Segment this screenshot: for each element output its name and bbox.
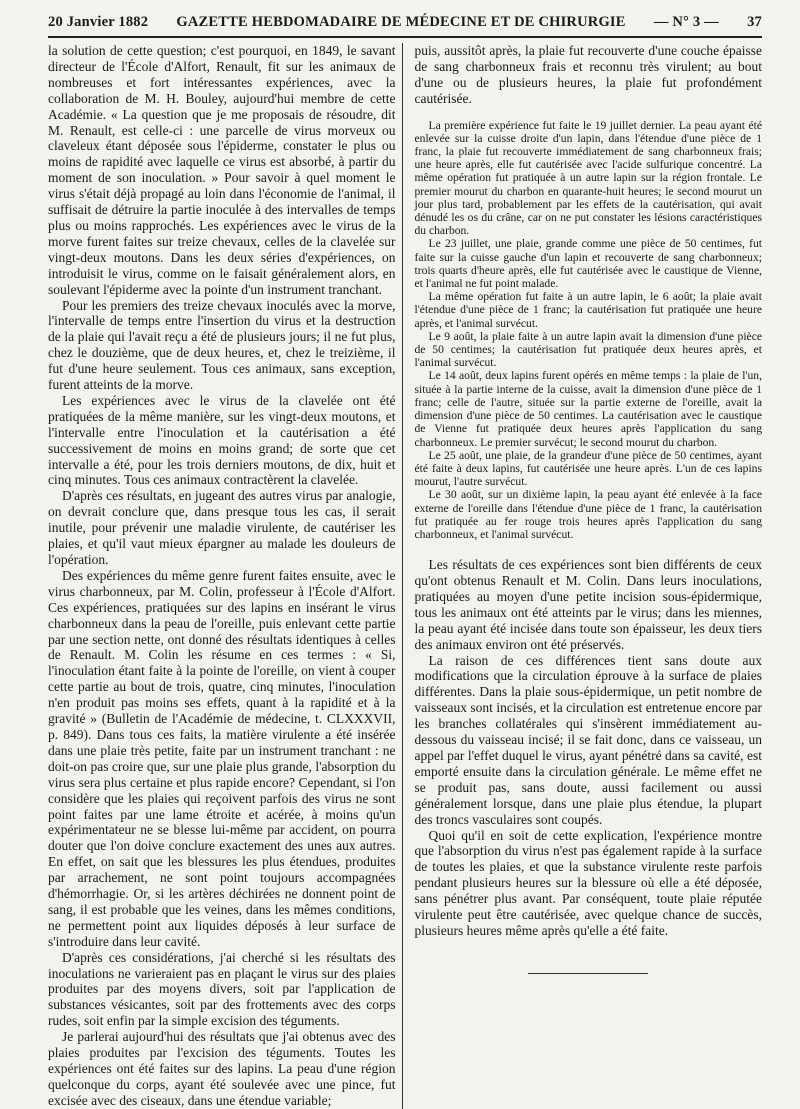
paragraph: La raison de ces différences tient sans doute aux modifications que la circulation éprouve à la surface de plaies différentes. Dans la plaie sous-épidermique, un petit nombre de vaisseaux sont incisés, et la circulation est entretenue encore par les branches collatérales qui s'insèrent immédiatement au-dessous du vaisseau incisé; il se fait donc, dans ce vaisseau, un appel par l'effet duquel le virus, ayant pénétré dans sa cavité, est emporté ensuite dans la circulation générale. Le même effet ne se produit pas, sans doute, aussi facilement ou aussi généralement lorsque, dans une plaie plus étendue, la plupart des troncs vasculaires sont coupés. bbox=[414, 652, 762, 827]
header-rule bbox=[48, 36, 762, 38]
paragraph: la solution de cette question; c'est pourquoi, en 1849, le savant directeur de l'École d'Alfort, Renault, fit sur les animaux de nombreuses et fort intéressantes expériences, avec la collaboration de M. H. Bouley, aujourd'hui membre de cette Académie. « La question que je me proposais de résoudre, dit M. Renault, est celle-ci : une parcelle de virus morveux ou claveleux étant déposée sous l'épiderme, constater le plus ou moins de rapidité avec laquelle ce virus est absorbé, à partir du moment de son inoculation. » Pour savoir à quel moment le virus s'était déjà propagé au loin dans l'économie de l'animal, il suffisait de détruire la partie inoculée à des intervalles de temps plus ou moins rapprochés. Les expériences avec le virus de la morve furent faites sur treize chevaux, celles de la clavelée sur vingt-deux moutons. Dans les deux séries d'expériences, on introduisit le virus, comme on le faisait généralement alors, en soulevant l'épiderme avec la pointe d'un instrument tranchant. bbox=[48, 43, 396, 297]
paragraph: D'après ces résultats, en jugeant des autres virus par analogie, on devrait conclure que, dans presque tous les cas, il serait inutile, pour prévenir une maladie virulente, de cautériser les plaies, et qu'il vaut mieux épargner au malade les douleurs de l'opération. bbox=[48, 488, 396, 567]
page-number: 37 bbox=[747, 14, 762, 30]
experiment-entry: Le 25 août, une plaie, de la grandeur d'une pièce de 50 centimes, ayant été faite à deux lapins, fut cautérisée une heure après. L'un de ces lapins mourut, l'autre survécut. bbox=[414, 448, 762, 489]
experiment-entry: Le 23 juillet, une plaie, grande comme une pièce de 50 centimes, fut faite sur la cuisse gauche d'un lapin et recouverte de sang charbonneux; trois quarts d'heure après, elle fut cautérisée avec le caustique de Vienne, et l'animal ne fut point malade. bbox=[414, 237, 762, 291]
journal-title: GAZETTE HEBDOMADAIRE DE MÉDECINE ET DE CHIRURGIE bbox=[176, 14, 626, 30]
experiment-entry: Le 14 août, deux lapins furent opérés en même temps : la plaie de l'un, située à la partie interne de la cuisse, avait la dimension d'une pièce de 1 franc; celle de l'autre, située sur la partie externe de l'oreille, avait la dimension d'une pièce de 50 centimes. La cautérisation avec le caustique de Vienne fut pratiquée deux heures après l'application du sang charbonneux. Le premier survécut; le second mourut du charbon. bbox=[414, 369, 762, 449]
experiment-entry: La même opération fut faite à un autre lapin, le 6 août; la plaie avait l'étendue d'une pièce de 1 franc; la cautérisation fut pratiquée une heure après, et l'animal survécut. bbox=[414, 290, 762, 330]
paragraph: Pour les premiers des treize chevaux inoculés avec la morve, l'intervalle de temps entre l'insertion du virus et la destruction de la plaie qui l'avait reçu a été de plusieurs jours; il ne fut plus, chez le douzième, que de deux heures, et, chez le treizième, il fut d'une heure seulement. Tous ces animaux, sans exception, furent atteints de la morve. bbox=[48, 297, 396, 393]
running-header bbox=[48, 10, 762, 34]
right-column bbox=[415, 43, 763, 1109]
paragraph: Les expériences avec le virus de la clavelée ont été pratiquées de la même manière, sur les vingt-deux moutons, et l'intervalle entre l'inoculation et la cautérisation a été successivement de moins en moins grand; de sorte que cet intervalle a été, pour les trois derniers moutons, de dix, huit et cinq minutes. Tous ces animaux contractèrent la clavelée. bbox=[48, 392, 396, 488]
section-end-rule bbox=[528, 973, 648, 974]
paragraph: Des expériences du même genre furent faites ensuite, avec le virus charbonneux, par M. Colin, professeur à l'École d'Alfort. Ces expériences, pratiquées sur des lapins en insérant le virus charbonneux dans la peau de l'oreille, puis enlevant cette partie par une section nette, ont donné des résultats identiques à celles de Renault. M. Colin les résume en ces termes : « Si, l'inoculation étant faite à la pointe de l'oreille, on vient à couper cette partie au bout de trois, quatre, cinq minutes, l'inoculation n'en produit pas moins ses effets, quant à la rapidité et à la gravité » (Bulletin de l'Académie de médecine, t. CLXXXVII, p. 849). Dans tous ces faits, la matière virulente a été insérée dans une plaie très petite, faite par un instrument tranchant : ne doit-on pas croire que, sur une plaie plus grande, l'absorption du virus sera plus certaine et plus rapide encore? Cependant, si l'on considère que les plaies qui reçoivent parfois des virus ne sont point faites par une lame étroite et acérée, à moins qu'un expérimentateur ne se blesse lui-même par accident, on pourra douter que l'on doive conclure exactement des unes aux autres. En effet, on sait que les blessures les plus étendues, produites par arrachement, ne sont point toujours accompagnées d'hémorrhagie. Or, si les artères déchirées ne donnent point de sang, il est probable que les veines, dans les mêmes conditions, ne permettent point aux liquides déposés à leur surface de s'introduire dans leur cavité. bbox=[48, 567, 396, 949]
issue-date: 20 Janvier 1882 bbox=[48, 14, 149, 30]
issue-number: — N° 3 — bbox=[653, 14, 719, 30]
experiment-entry: La première expérience fut faite le 19 juillet dernier. La peau ayant été enlevée sur la cuisse droite d'un lapin, dans l'étendue d'une pièce de 1 franc, la plaie fut recouverte immédiatement de sang charbonneux frais; une heure après, elle fut cautérisée avec l'acide sulfurique concentré. La même opération fut pratiquée à un autre lapin sur la région frontale. Le premier mourut du charbon en quarante-huit heures; le second mourut un jour plus tard, probablement par les effets de la cautérisation, qui avait dénudé les os du crâne, car on ne put constater les lésions caractéristiques du charbon. bbox=[414, 118, 762, 238]
paragraph: Je parlerai aujourd'hui des résultats que j'ai obtenus avec des plaies produites par l'excision des téguments. Toutes les expériences ont été faites sur des lapins. La peau d'une région quelconque du corps, ayant été soulevée avec une pince, fut excisée avec des ciseaux, dans une étendue variable; bbox=[48, 1029, 396, 1108]
experiment-entry: Le 9 août, la plaie faite à un autre lapin avait la dimension d'une pièce de 50 centimes; la cautérisation fut pratiquée deux heures après, et l'animal survécut. bbox=[414, 329, 762, 370]
paragraph: Les résultats de ces expériences sont bien différents de ceux qu'ont obtenus Renault et M. Colin. Dans leurs inoculations, pratiquées au moyen d'une petite incision sous-épidermique, tous les animaux ont été atteints par le virus; dans les miennes, la peau ayant été incisée dans toute son épaisseur, les deux tiers des animaux environ ont été préservés. bbox=[414, 557, 762, 652]
experiment-list bbox=[415, 119, 763, 542]
paragraph: puis, aussitôt après, la plaie fut recouverte d'une couche épaisse de sang charbonneux frais et reconnu très virulent; au bout d'une ou de plusieurs heures, la plaie fut profondément cautérisée. bbox=[414, 43, 762, 106]
left-column bbox=[48, 43, 403, 1109]
two-column-body bbox=[48, 43, 762, 1109]
paragraph: Quoi qu'il en soit de cette explication, l'expérience montre que l'absorption du virus n'est pas également rapide à la surface de toutes les plaies, et que la substance virulente reste parfois pendant plusieurs heures sur la blessure où elle a été déposée, sans pénétrer plus avant. Par conséquent, toute plaie réputée virulente peut être cautérisée, avec quelque chance de succès, plusieurs heures même après qu'elle a été faite. bbox=[414, 827, 762, 938]
paragraph: D'après ces considérations, j'ai cherché si les résultats des inoculations ne varieraient pas en plaçant le virus sur des plaies produites par des moyens divers, soit par l'application de substances vésicantes, soit par des frottements avec des corps rudes, soit enfin par la simple excision des téguments. bbox=[48, 949, 396, 1029]
experiment-entry: Le 30 août, sur un dixième lapin, la peau ayant été enlevée à la face externe de l'oreille dans l'étendue d'une pièce de 1 franc, la cautérisation fut pratiquée au fer rouge trois heures après l'application du sang charbonneux, et l'animal survécut. bbox=[414, 488, 762, 541]
journal-page bbox=[48, 10, 762, 1109]
